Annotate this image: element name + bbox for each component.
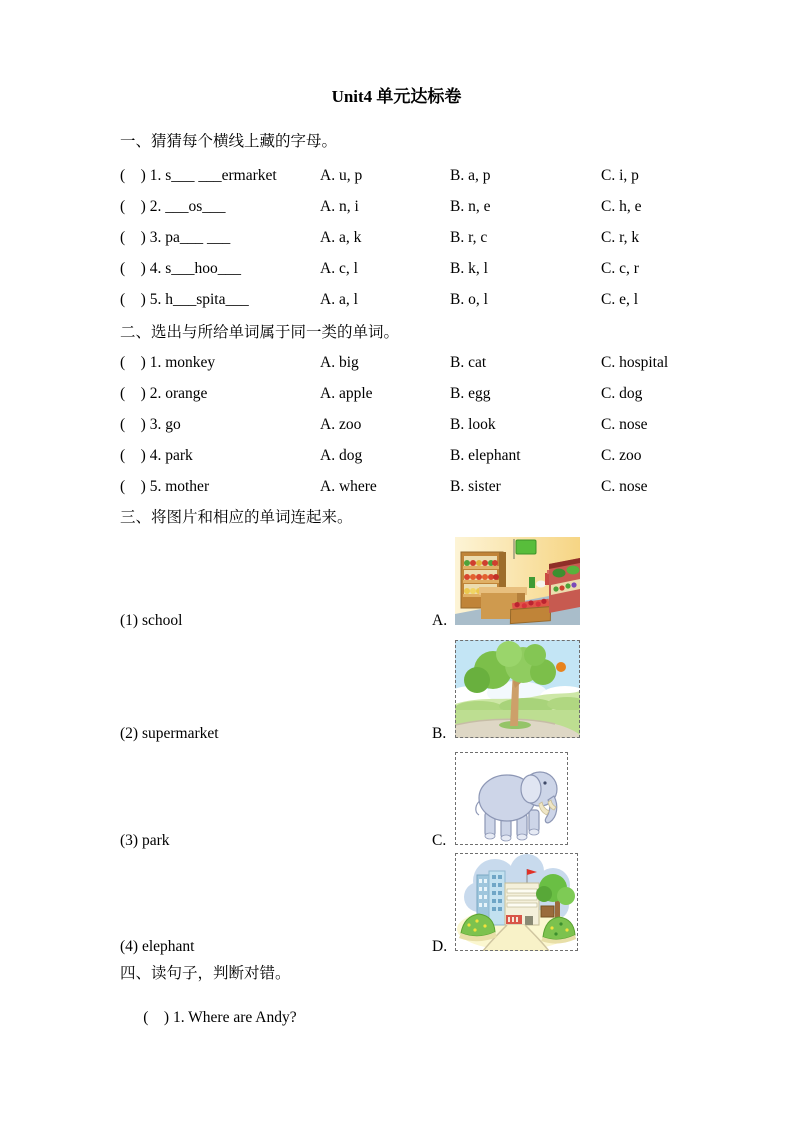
question-row bbox=[120, 259, 733, 278]
question-stem: ( ) 4. s___hoo___ bbox=[120, 260, 241, 277]
option-c: C. nose bbox=[601, 478, 648, 495]
option-a: A. where bbox=[320, 478, 377, 495]
worksheet-content bbox=[0, 108, 793, 1046]
question-stem: ( ) 5. mother bbox=[120, 478, 210, 495]
match-pair bbox=[120, 537, 733, 629]
question-row bbox=[120, 166, 733, 185]
option-c: C. hospital bbox=[601, 354, 669, 371]
option-b: B. k, l bbox=[450, 260, 488, 277]
section4-heading: 四、读句子，判断对错。 bbox=[120, 965, 291, 982]
question-row bbox=[120, 290, 733, 309]
option-b: B. o, l bbox=[450, 291, 488, 308]
option-b: B. n, e bbox=[450, 198, 491, 215]
option-c: C. r, k bbox=[601, 229, 640, 246]
question-stem: ( ) 1. monkey bbox=[120, 354, 216, 371]
match-pair bbox=[120, 752, 733, 849]
question-row bbox=[120, 477, 733, 496]
option-b: B. egg bbox=[450, 385, 491, 402]
match-word: (1) school bbox=[120, 612, 183, 629]
option-a: A. apple bbox=[320, 385, 373, 402]
option-c: C. zoo bbox=[601, 447, 642, 464]
option-b: B. look bbox=[450, 416, 496, 433]
question-stem: ( ) 3. go bbox=[120, 416, 181, 433]
option-c: C. c, r bbox=[601, 260, 639, 277]
option-a: A. a, k bbox=[320, 229, 362, 246]
option-a: A. dog bbox=[320, 447, 363, 464]
question-stem: ( ) 4. park bbox=[120, 447, 193, 464]
match-letter: B. bbox=[432, 725, 447, 742]
option-a: A. n, i bbox=[320, 198, 359, 215]
option-b: B. sister bbox=[450, 478, 501, 495]
option-c: C. h, e bbox=[601, 198, 642, 215]
option-b: B. cat bbox=[450, 354, 487, 371]
option-b: B. a, p bbox=[450, 167, 491, 184]
match-pair bbox=[120, 853, 733, 955]
match-word: (2) supermarket bbox=[120, 725, 219, 742]
question-row bbox=[120, 228, 733, 247]
elephant-image bbox=[455, 752, 568, 845]
question-row bbox=[120, 353, 733, 372]
question-stem: ( ) 1. Where are Andy? bbox=[143, 1009, 297, 1026]
school-image bbox=[455, 853, 578, 951]
match-word: (4) elephant bbox=[120, 938, 195, 955]
question-row bbox=[120, 197, 733, 216]
question-row bbox=[120, 384, 733, 403]
match-letter: C. bbox=[432, 832, 447, 849]
question-stem: ( ) 1. s___ ___ermarket bbox=[120, 167, 277, 184]
option-a: A. big bbox=[320, 354, 359, 371]
question-stem: ( ) 5. h___spita___ bbox=[120, 291, 249, 308]
option-c: C. dog bbox=[601, 385, 643, 402]
page-title: Unit4 单元达标卷 bbox=[331, 87, 462, 106]
question-row bbox=[120, 989, 733, 1046]
supermarket-image bbox=[455, 537, 580, 625]
match-word: (3) park bbox=[120, 832, 170, 849]
section1-heading: 一、猜猜每个横线上藏的字母。 bbox=[120, 133, 338, 150]
option-c: C. i, p bbox=[601, 167, 639, 184]
option-a: A. a, l bbox=[320, 291, 358, 308]
question-stem: ( ) 3. pa___ ___ bbox=[120, 229, 231, 246]
question-row bbox=[120, 446, 733, 465]
section2-heading: 二、选出与所给单词属于同一类的单词。 bbox=[120, 324, 400, 341]
match-letter: A. bbox=[432, 612, 448, 629]
park-image bbox=[455, 640, 580, 738]
question-stem: ( ) 2. ___os___ bbox=[120, 198, 226, 215]
option-c: C. e, l bbox=[601, 291, 639, 308]
question-row bbox=[120, 415, 733, 434]
section3-heading: 三、将图片和相应的单词连起来。 bbox=[120, 509, 353, 526]
option-c: C. nose bbox=[601, 416, 648, 433]
option-a: A. zoo bbox=[320, 416, 362, 433]
match-letter: D. bbox=[432, 938, 448, 955]
option-b: B. elephant bbox=[450, 447, 521, 464]
option-a: A. u, p bbox=[320, 167, 363, 184]
option-b: B. r, c bbox=[450, 229, 488, 246]
match-pair bbox=[120, 640, 733, 742]
option-a: A. c, l bbox=[320, 260, 358, 277]
question-stem: ( ) 2. orange bbox=[120, 385, 208, 402]
